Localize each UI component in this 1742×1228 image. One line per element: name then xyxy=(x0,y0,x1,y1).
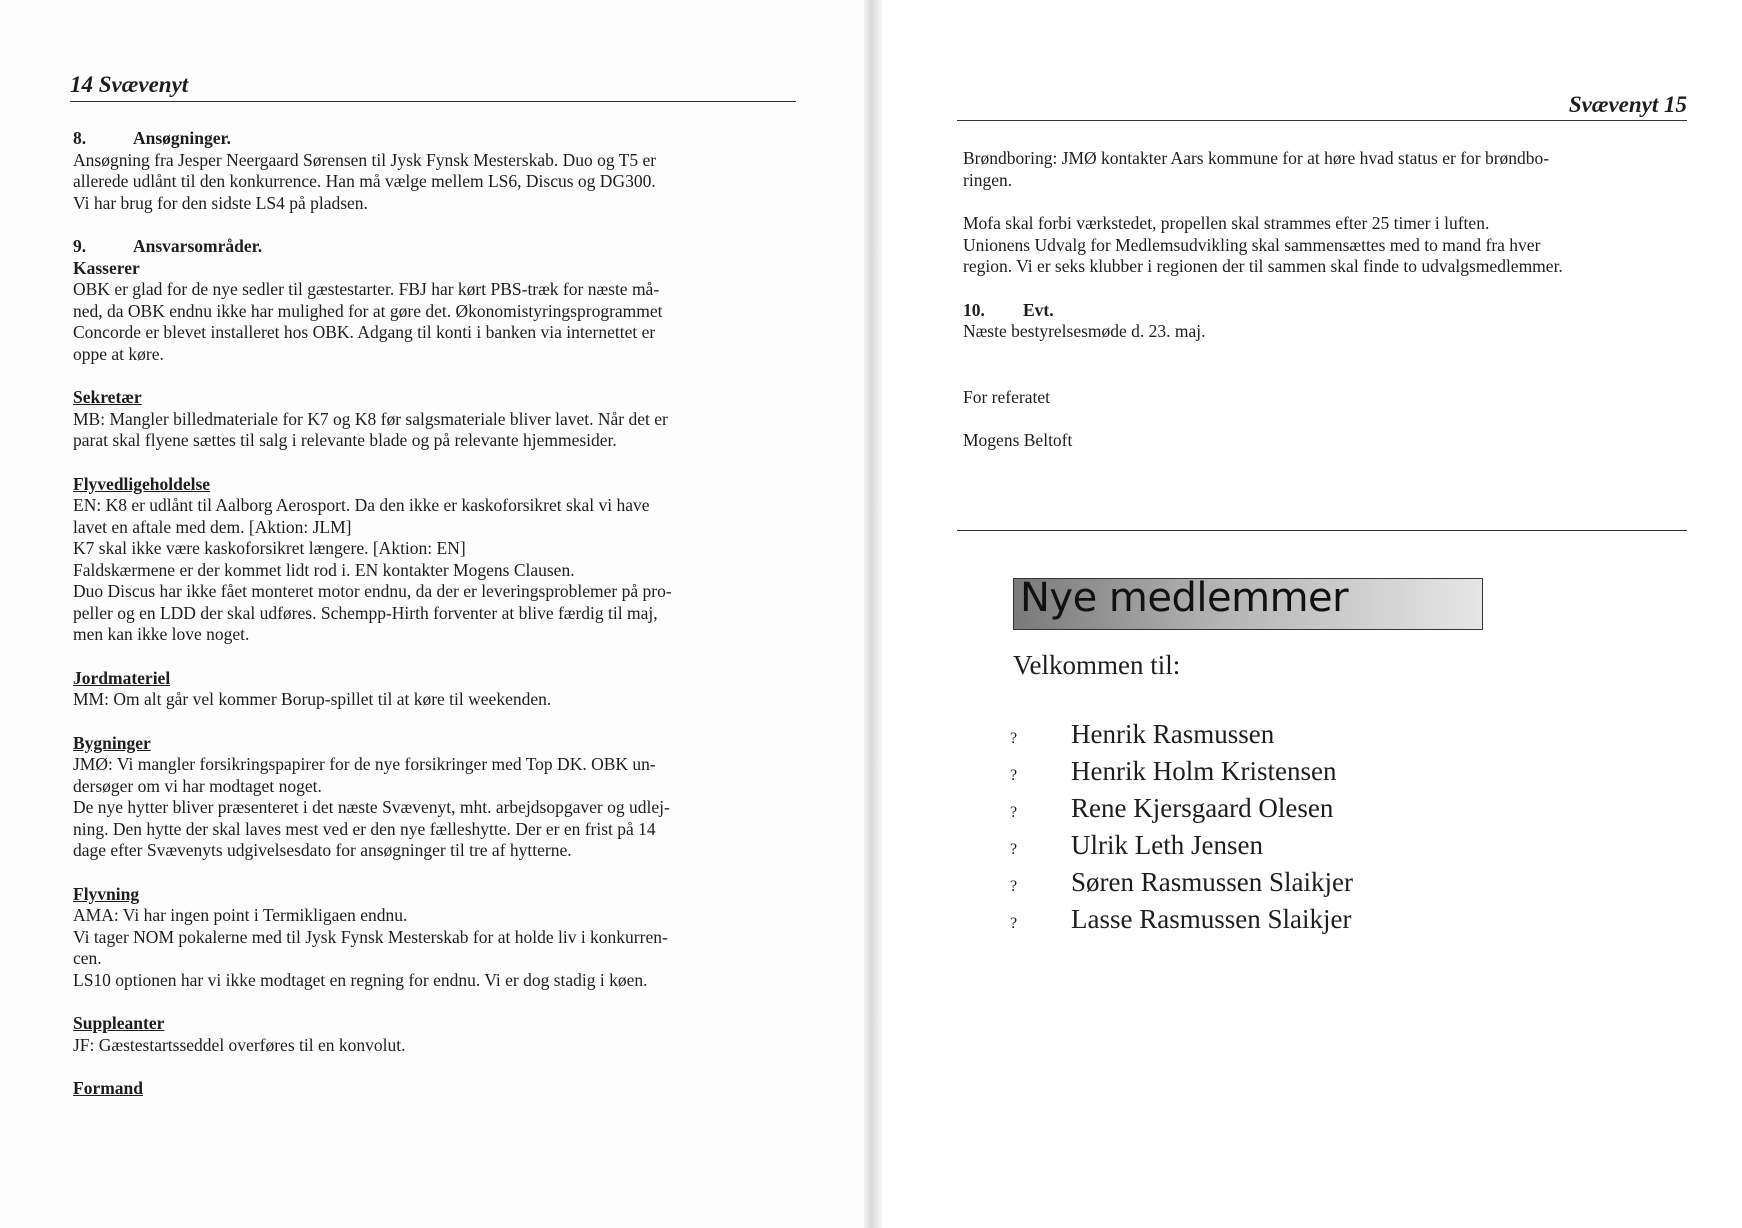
new-members-list xyxy=(1010,718,1610,940)
member-name: Ulrik Leth Jensen xyxy=(1071,830,1263,860)
section-9-heading xyxy=(73,236,785,258)
text-line: MB: Mangler billedmateriale for K7 og K8 før salgsmateriale bliver lavet. Når det er xyxy=(73,408,668,429)
section-title: Ansøgninger. xyxy=(133,128,232,148)
signoff-label: For referatet xyxy=(963,386,1050,407)
section-number: 10. xyxy=(963,299,985,320)
member-name: Lasse Rasmussen Slaikjer xyxy=(1071,904,1352,934)
banner-title: Nye medlemmer xyxy=(1020,575,1349,621)
formand-heading: Formand xyxy=(73,1078,143,1098)
text-line: OBK er glad for de nye sedler til gæstestarter. FBJ har kørt PBS-træk for næste må- xyxy=(73,279,660,299)
text-line: Næste bestyrelsesmøde d. 23. maj. xyxy=(963,321,1206,341)
kasserer-heading: Kasserer xyxy=(73,257,140,278)
bullet-marker: ? xyxy=(1010,730,1018,747)
text-line: ned, da OBK endnu ikke har mulighed for at gøre det. Økonomistyringsprogrammet xyxy=(73,300,663,321)
signoff-name: Mogens Beltoft xyxy=(963,430,1073,450)
section-divider xyxy=(957,530,1687,531)
text-line: MM: Om alt går vel kommer Borup-spillet til at køre til weekenden. xyxy=(73,689,552,709)
bullet-marker: ? xyxy=(1010,767,1018,784)
bullet-marker: ? xyxy=(1010,915,1018,932)
list-item xyxy=(1010,829,1610,866)
text-line: Vi har brug for den sidste LS4 på pladsen. xyxy=(73,192,368,213)
bullet-marker: ? xyxy=(1010,841,1018,858)
page-spine xyxy=(864,0,882,1228)
text-line: Ansøgning fra Jesper Neergaard Sørensen til Jysk Fynsk Mesterskab. Duo og T5 er xyxy=(73,149,657,170)
text-line: AMA: Vi har ingen point i Termikligaen endnu. xyxy=(73,905,408,925)
text-line: peller og en LDD der skal udføres. Schempp-Hirth forventer at blive færdig til maj, xyxy=(73,602,658,623)
text-line: allerede udlånt til den konkurrence. Han må vælge mellem LS6, Discus og DG300. xyxy=(73,171,656,191)
text-line: oppe at køre. xyxy=(73,343,164,364)
section-title: Ansvarsområder. xyxy=(133,236,263,256)
section-10-heading xyxy=(963,300,1683,322)
text-line: region. Vi er seks klubber i regionen der til sammen skal finde to udvalgsmedlemmer. xyxy=(963,256,1563,276)
jordmateriel-heading: Jordmateriel xyxy=(73,667,171,688)
text-line: Brøndboring: JMØ kontakter Aars kommune for at høre hvad status er for brøndbo- xyxy=(963,148,1550,168)
text-line: JF: Gæstestartsseddel overføres til en konvolut. xyxy=(73,1034,406,1055)
welcome-heading: Velkommen til: xyxy=(1013,650,1181,680)
text-line: Faldskærmene er der kommet lidt rod i. EN kontakter Mogens Clausen. xyxy=(73,559,575,580)
section-number: 8. xyxy=(73,128,87,148)
text-line: Unionens Udvalg for Medlemsudvikling skal sammensættes med to mand fra hver xyxy=(963,234,1541,255)
list-item xyxy=(1010,866,1610,903)
section-number: 9. xyxy=(73,236,87,256)
member-name: Henrik Rasmussen xyxy=(1071,719,1275,749)
list-item xyxy=(1010,792,1610,829)
bygninger-heading: Bygninger xyxy=(73,732,151,753)
text-line: lavet en aftale med dem. [Aktion: JLM] xyxy=(73,516,352,537)
text-line: ning. Den hytte der skal laves mest ved er den nye fælleshytte. Der er en frist på 14 xyxy=(73,818,656,839)
list-item xyxy=(1010,903,1610,940)
member-name: Rene Kjersgaard Olesen xyxy=(1071,793,1334,823)
text-line: EN: K8 er udlånt til Aalborg Aerosport. Da den ikke er kaskoforsikret skal vi have xyxy=(73,495,650,515)
bullet-marker: ? xyxy=(1010,878,1018,895)
bullet-marker: ? xyxy=(1010,804,1018,821)
new-members-banner xyxy=(1013,575,1483,630)
text-line: men kan ikke love noget. xyxy=(73,624,250,644)
text-line: Mofa skal forbi værkstedet, propellen skal strammes efter 25 timer i luften. xyxy=(963,213,1490,233)
section-8-heading xyxy=(73,128,785,150)
member-name: Søren Rasmussen Slaikjer xyxy=(1071,867,1353,897)
left-page-header: 14 Svævenyt xyxy=(70,72,796,102)
text-line: dage efter Svævenyts udgivelsesdato for ansøgninger til tre af hytterne. xyxy=(73,840,572,860)
list-item xyxy=(1010,718,1610,755)
member-name: Henrik Holm Kristensen xyxy=(1071,756,1337,786)
text-line: ringen. xyxy=(963,169,1013,190)
left-page-content xyxy=(73,128,785,1100)
text-line: Duo Discus har ikke fået monteret motor endnu, da der er leveringsproblemer på pro- xyxy=(73,581,672,601)
text-line: De nye hytter bliver præsenteret i det næste Svævenyt, mht. arbejdsopgaver og udlej- xyxy=(73,797,670,817)
text-line: JMØ: Vi mangler forsikringspapirer for de nye forsikringer med Top DK. OBK un- xyxy=(73,754,656,774)
flyvedligeholdelse-heading: Flyvedligeholdelse xyxy=(73,473,211,494)
suppleanter-heading: Suppleanter xyxy=(73,1013,165,1033)
text-line: dersøger om vi har modtaget noget. xyxy=(73,775,322,796)
text-line: parat skal flyene sættes til salg i relevante blade og på relevante hjemmesider. xyxy=(73,430,617,450)
list-item xyxy=(1010,755,1610,792)
text-line: LS10 optionen har vi ikke modtaget en regning for endnu. Vi er dog stadig i køen. xyxy=(73,969,648,990)
text-line: K7 skal ikke være kaskoforsikret længere. [Aktion: EN] xyxy=(73,538,466,558)
flyvning-heading: Flyvning xyxy=(73,883,140,904)
right-page-header: Svævenyt 15 xyxy=(957,92,1687,121)
text-line: Vi tager NOM pokalerne med til Jysk Fynsk Mesterskab for at holde liv i konkurren- xyxy=(73,926,668,947)
right-page-content xyxy=(963,148,1683,452)
text-line: Concorde er blevet installeret hos OBK. Adgang til konti i banken via internettet er xyxy=(73,322,656,342)
sekretaer-heading: Sekretær xyxy=(73,387,142,407)
text-line: cen. xyxy=(73,948,102,968)
section-title: Evt. xyxy=(1023,299,1054,320)
